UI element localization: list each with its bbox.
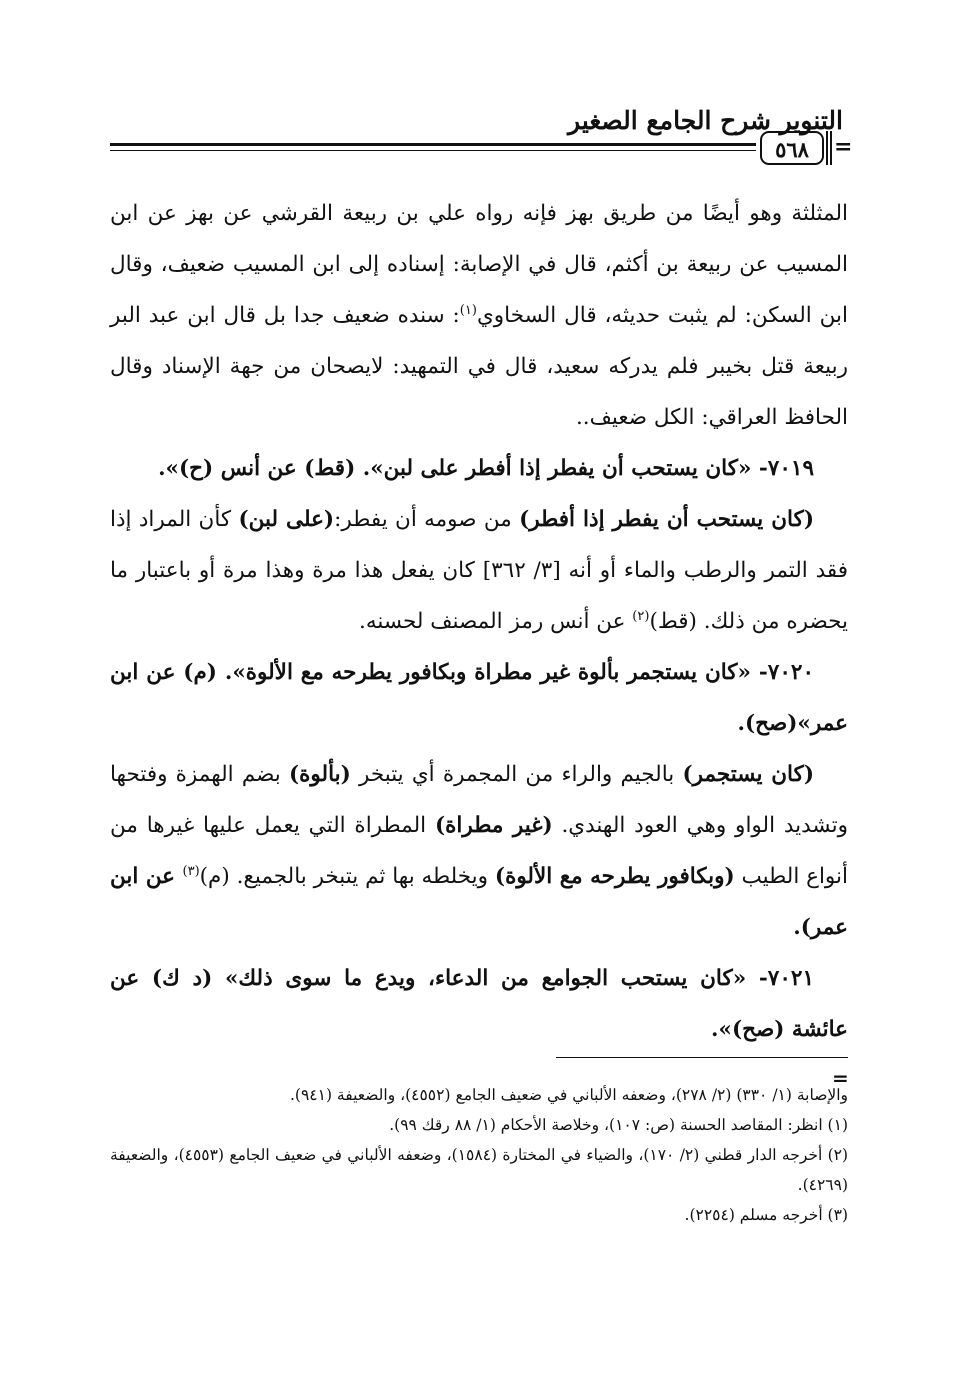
header-rule [110, 143, 756, 151]
text-run: بضم الهمزة وفتحها وتشديد الواو وهي العود الهندي. [110, 762, 848, 838]
quoted-phrase: عن ابن عمر). [110, 864, 848, 940]
text-run: : سنده ضعيف جدا بل قال ابن عبد البر ربيعة قتل بخيبر فلم يدركه سعيد، قال في التمهيد: لايصحان من جهة الإسناد وقال الحافظ العراقي: الكل ضعيف.. [110, 303, 848, 430]
hadith-text: ٧٠٢١- «كان يستحب الجوامع من الدعاء، ويدع ما سوى ذلك» (د ك) عن عائشة (صح)». [110, 966, 848, 1042]
quoted-phrase: (وبكافور يطرحه مع الألوة) [494, 864, 735, 889]
quoted-phrase: (على لبن) [238, 507, 335, 532]
hadith-7020 [110, 647, 848, 749]
footnotes [110, 1080, 848, 1230]
commentary-7020 [110, 749, 848, 953]
quoted-phrase: (كان يستجمر) [682, 762, 815, 787]
footnote-1: (١) انظر: المقاصد الحسنة (ص: ١٠٧)، وخلاصة الأحكام (١/ ٨٨ رقك ٩٩). [389, 1116, 848, 1134]
text-run: المثلثة وهو أيضًا من طريق بهز فإنه رواه علي بن ربيعة القرشي عن بهز عن ابن المسيب عن ربيعة بن أكثم، قال في الإصابة: إسناده إلى ابن المسيب ضعيف، وقال ابن السكن: لم يثبت حديثه، قال السخاوي [110, 201, 848, 328]
page-number-bar [826, 131, 832, 165]
text-run: من صومه أن يفطر: [334, 507, 520, 532]
footnote-2: (٢) أخرجه الدار قطني (٢/ ١٧٠)، والضياء في المختارة (١٥٨٤)، وضعفه الألباني في ضعيف الجامع (٤٥٥٣)، والضعيفة (٤٢٦٩). [110, 1146, 849, 1194]
header-continuation-mark: = [834, 134, 853, 160]
hadith-7021 [110, 953, 848, 1055]
text-run: عن أنس رمز المصنف لحسنه. [359, 609, 633, 634]
footnote-ref: (١) [459, 302, 477, 318]
text-run: ويخلطه بها ثم يتبخر بالجميع. (م) [199, 864, 495, 889]
hadith-7019 [110, 443, 848, 494]
quoted-phrase: (غير مطراة) [434, 813, 553, 838]
footnote-continuation-mark: = [832, 1066, 849, 1090]
footnote-3: (٣) أخرجه مسلم (٢٢٥٤). [684, 1206, 848, 1224]
footnote-ref: (٢) [632, 608, 650, 624]
text-run: بالجيم والراء من المجمرة أي يتبخر [350, 762, 683, 787]
quoted-phrase: (كان يستحب أن يفطر إذا أفطر) [519, 507, 815, 532]
footnote-ref: (٣) [182, 863, 200, 879]
footnote-separator [556, 1057, 848, 1058]
paragraph-continued [110, 188, 848, 443]
page-number: ٥٦٨ [760, 131, 824, 165]
commentary-7019 [110, 494, 848, 647]
main-text [110, 188, 848, 1055]
text-run: كأن المراد إذا فقد التمر والرطب والماء أو أنه [٣/ ٣٦٢] كان يفعل هذا مرة وهذا مرة أو باعتبار ما يحضره من ذلك. (قط) [110, 507, 849, 634]
quoted-phrase: (بألوة) [288, 762, 351, 787]
footnote-continued: والإصابة (١/ ٣٣٠) (٢/ ٢٧٨)، وضعفه الألباني في ضعيف الجامع (٤٥٥٢)، والضعيفة (٩٤١). [289, 1086, 848, 1104]
hadith-text: ٧٠١٩- «كان يستحب أن يفطر إذا أفطر على لبن». (قط) عن أنس (ح)». [158, 456, 814, 481]
hadith-text: ٧٠٢٠- «كان يستجمر بألوة غير مطراة وبكافور يطرحه مع الألوة». (م) عن ابن عمر»(صح). [110, 660, 848, 736]
text-run: المطراة التي يعمل عليها غيرها من أنواع الطيب [110, 813, 848, 889]
running-title: التنوير شرح الجامع الصغير [568, 106, 843, 135]
